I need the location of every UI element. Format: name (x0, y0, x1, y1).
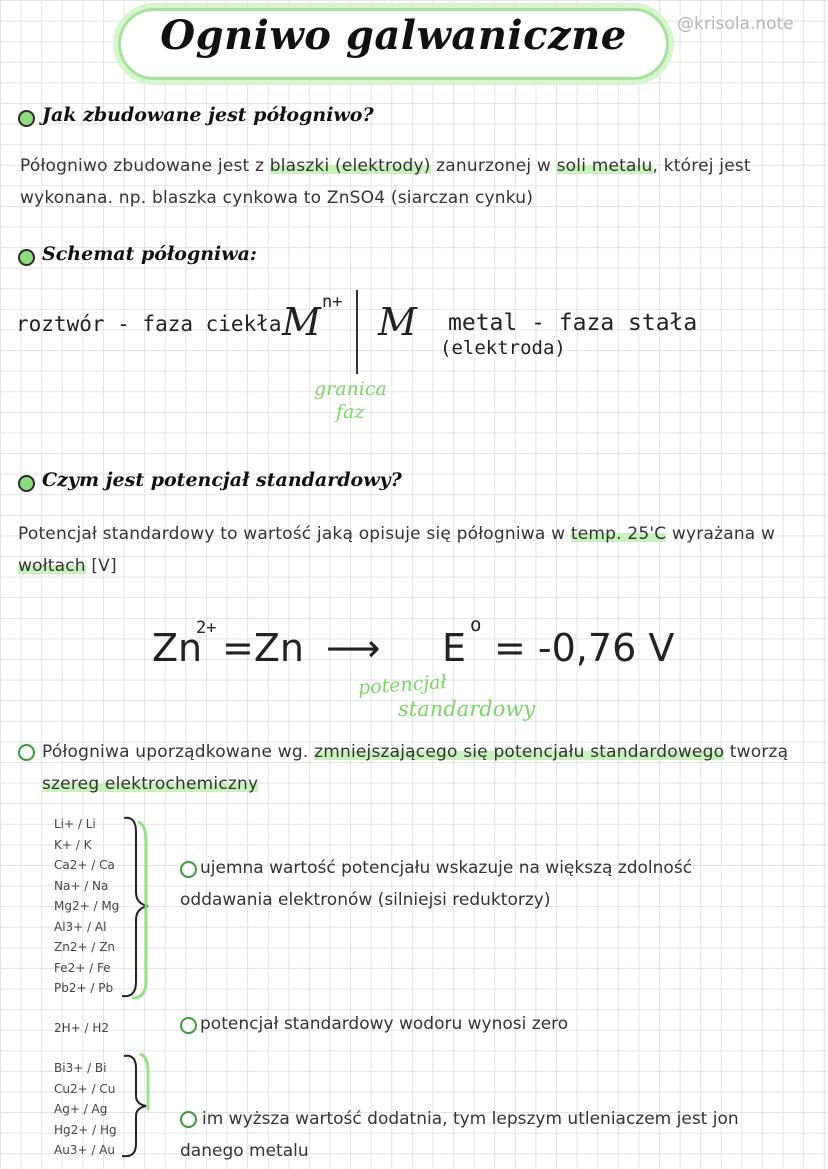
series-item: Pb2+ / Pb (54, 981, 114, 995)
equation-label-line2: standardowy (398, 697, 536, 721)
equation-zn-metal: =Zn (222, 626, 304, 670)
series-item: Zn2+ / Zn (54, 940, 116, 954)
series-item: K+ / K (54, 837, 92, 852)
equation-e-superscript: o (470, 614, 482, 636)
series-hydrogen: 2H+ / H2 (54, 1021, 110, 1035)
series-paragraph (42, 736, 822, 800)
structure-paragraph (20, 150, 810, 214)
schema-metal-symbol: M (378, 300, 417, 344)
schema-left-label: roztwór - faza ciekła (16, 312, 282, 336)
series-item: Na+ / Na (54, 878, 109, 893)
series-item: Au3+ / Au (54, 1143, 115, 1157)
section-heading-potential: Czym jest potencjał standardowy? (42, 469, 402, 491)
equation-label-line1: potencjał (357, 670, 448, 700)
series-item: Fe2+ / Fe (54, 960, 111, 975)
schema-right-label: metal - faza stała (448, 310, 698, 336)
equation-charge: 2+ (196, 618, 217, 638)
series-item: Ag+ / Ag (54, 1102, 108, 1116)
highlight-decreasing-potential: zmniejszającego się potencjału standardowego (314, 742, 725, 762)
equation-zn-ion: Zn (152, 626, 203, 670)
note-negative-line-1: ujemna wartość potencjału wskazuje na większą zdolność (200, 858, 693, 878)
series-item: Cu2+ / Cu (54, 1081, 116, 1096)
highlight-temperature: temp. 25'C (570, 524, 667, 544)
series-item: Ca2+ / Ca (54, 858, 115, 872)
bullet-icon (18, 744, 35, 761)
highlight-metal-salt: soli metalu (556, 156, 653, 176)
bullet-icon (18, 249, 35, 266)
bullet-icon (180, 861, 197, 878)
brace-positive-icon (118, 1050, 158, 1162)
note-negative-line-2: oddawania elektronów (silniejsi reduktorzy) (180, 890, 551, 910)
author-handle: @krisola.note (677, 14, 794, 34)
note-negative-potential (200, 852, 810, 884)
equation-arrow: ⟶ (326, 626, 381, 670)
series-item: Hg2+ / Hg (54, 1122, 117, 1137)
series-item: Bi3+ / Bi (54, 1061, 107, 1075)
highlight-electrochemical-series: szereg elektrochemiczny (42, 774, 259, 794)
bullet-icon (180, 1111, 197, 1128)
boundary-label-line2: faz (336, 401, 365, 423)
series-line-1: Półogniwa uporządkowane wg. zmniejszającego się potencjału standardowego tworzą (42, 742, 789, 762)
page-title: Ogniwo galwaniczne (160, 12, 627, 59)
highlight-volts: wołtach (18, 556, 86, 576)
series-line-2 (42, 768, 822, 800)
series-group-negative (54, 814, 119, 999)
note-positive-line-2: danego metalu (180, 1141, 309, 1161)
note-hydrogen-zero: potencjał standardowy wodoru wynosi zero (200, 1014, 569, 1034)
series-item: Mg2+ / Mg (54, 899, 120, 913)
bullet-icon (18, 110, 35, 127)
boundary-label-line1: granica (314, 378, 387, 400)
potential-line-1: Potencjał standardowy to wartość jaką opisuje się półogniwa w temp. 25'C wyrażana w (18, 524, 776, 544)
schema-ion-symbol: M (282, 300, 321, 344)
note-positive-line-1: im wyższa wartość dodatnia, tym lepszym utleniaczem jest jon (202, 1109, 739, 1129)
bullet-icon (180, 1017, 197, 1034)
schema-ion-charge: n+ (322, 292, 343, 312)
equation-value: = -0,76 V (494, 626, 675, 670)
section-heading-schema: Schemat półogniwa: (42, 243, 257, 265)
potential-line-2: wołtach [V] (18, 556, 117, 576)
highlight-electrode: blaszki (elektrody) (269, 156, 431, 176)
section-heading-structure: Jak zbudowane jest półogniwo? (42, 104, 374, 126)
bullet-icon (18, 475, 35, 492)
series-group-positive (54, 1058, 117, 1161)
equation-e-symbol: E (442, 626, 467, 670)
potential-paragraph (18, 518, 818, 582)
series-item: Li+ / Li (54, 817, 96, 831)
brace-negative-icon (118, 812, 158, 1002)
schema-right-sublabel: (elektroda) (440, 337, 566, 359)
phase-boundary-line (356, 290, 358, 374)
structure-line-2: wykonana. np. blaszka cynkowa to ZnSO4 (siarczan cynku) (20, 188, 534, 208)
series-item: Al3+ / Al (54, 919, 107, 934)
structure-line-1: Półogniwo zbudowane jest z blaszki (elektrody) zanurzonej w soli metalu, której jest (20, 156, 751, 176)
